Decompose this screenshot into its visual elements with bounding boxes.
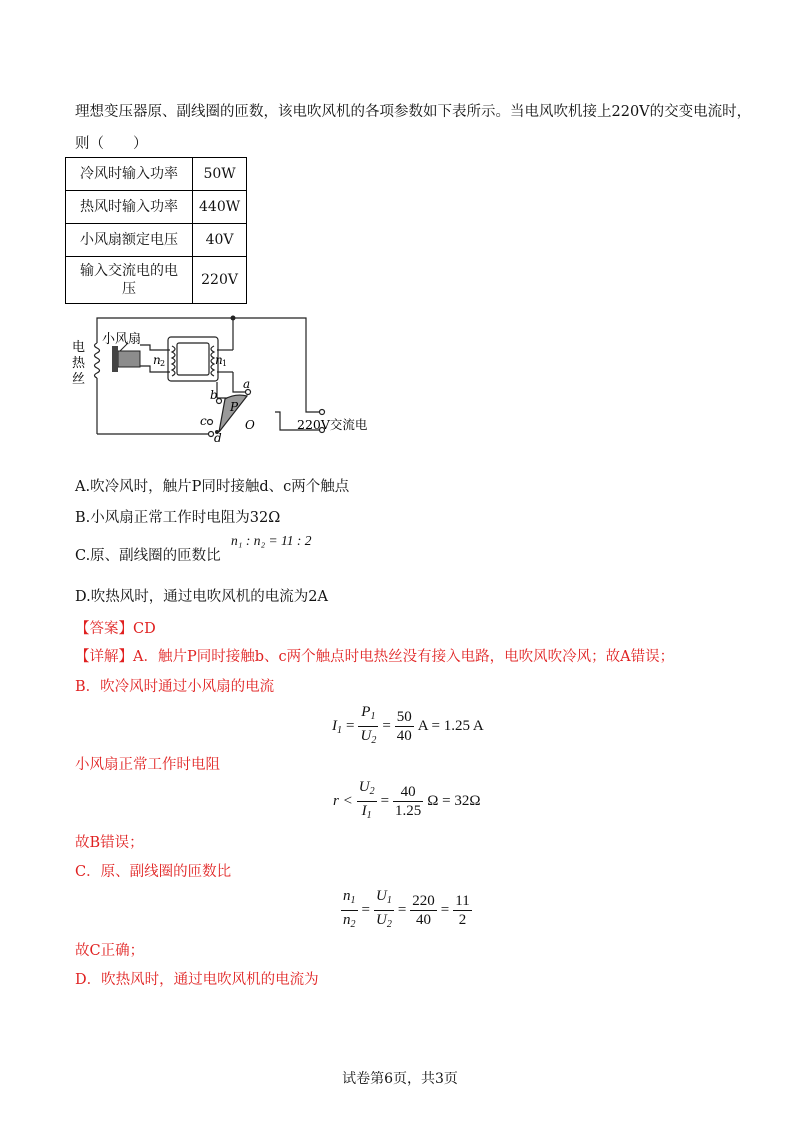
option-d: D.吹热风时，通过电吹风机的电流为2A	[75, 589, 328, 605]
eq-fraction: $\frac{220}{40}$	[412, 893, 435, 928]
eq-result: Ω = 32Ω	[427, 793, 481, 809]
explanation-b-title: B．吹冷风时通过小风扇的电流	[75, 679, 275, 695]
contact-c-label: c	[200, 414, 207, 428]
circuit-diagram	[0, 0, 800, 460]
explanation-b-conclusion: 故B错误；	[75, 835, 144, 851]
eq-sign: =	[382, 718, 391, 734]
table-cell: 50W	[193, 158, 247, 191]
eq-fraction: $\frac{U_1}{U_2}$	[375, 888, 392, 930]
slider-p-label: P	[230, 400, 239, 414]
page-footer: 试卷第6页，共3页	[342, 1071, 458, 1087]
table-cell: 440W	[193, 191, 247, 224]
option-c: C.原、副线圈的匝数比	[75, 548, 221, 564]
equation-resistance	[333, 778, 481, 825]
table-cell: 热风时输入功率	[66, 191, 193, 224]
n1-sub: 1	[222, 359, 228, 368]
equation-current	[332, 703, 484, 750]
eq-sign: =	[397, 902, 407, 918]
contact-d-label: d	[214, 431, 222, 445]
explanation-b-text2: 小风扇正常工作时电阻	[75, 757, 220, 773]
explanation-c-title: C．原、副线圈的匝数比	[75, 864, 232, 880]
contact-c	[208, 420, 213, 425]
eq-fraction: $\frac{50}{40}$	[396, 709, 412, 744]
eq-symbol: r <	[333, 793, 353, 809]
contact-d	[209, 432, 214, 437]
fan-blade	[112, 346, 118, 372]
option-b: B.小风扇正常工作时电阻为32Ω	[75, 510, 281, 526]
table-cell: 220V	[193, 257, 247, 304]
supply-terminal	[320, 410, 325, 415]
explanation-d-title: D．吹热风时，通过电吹风机的电流为	[75, 972, 319, 988]
option-a: A.吹冷风时，触片P同时接触d、c两个触点	[75, 479, 350, 495]
eq-fraction: $\frac{n_1}{n_2}$	[343, 888, 356, 930]
junction-dot	[231, 316, 236, 321]
eq-symbol: $I_1$	[332, 717, 342, 736]
eq-sign: =	[361, 902, 370, 918]
wire	[140, 345, 170, 350]
table-cell: 40V	[193, 224, 247, 257]
primary-coil	[211, 346, 214, 376]
eq-sign: =	[346, 718, 355, 734]
eq-fraction: $\frac{40}{1.25}$	[395, 784, 422, 819]
secondary-coil	[172, 346, 175, 376]
table-cell-line: 压	[122, 281, 136, 297]
heater-wire	[95, 343, 100, 378]
question-line-2: 则（ ）	[75, 136, 148, 152]
eq-fraction: $\frac{11}{2}$	[455, 893, 470, 928]
table-cell-line: 输入交流电的电	[80, 263, 178, 279]
supply-label: 220V交流电	[297, 417, 368, 432]
n2-sub: 2	[160, 359, 166, 368]
eq-sign: =	[440, 902, 450, 918]
eq-fraction: $\frac{U_2}{I_1}$	[358, 779, 375, 821]
contact-b-label: b	[210, 388, 218, 402]
transformer-core-inner	[177, 343, 209, 375]
eq-fraction: $\frac{P_1}{U_2}$	[360, 704, 377, 746]
eq-result: A = 1.25 A	[417, 718, 484, 734]
n1-label: n	[215, 353, 223, 367]
fan-label: 小风扇	[102, 332, 142, 347]
equation-turns-ratio	[341, 887, 472, 934]
heater-label-2: 热	[72, 356, 86, 371]
contact-a-label: a	[243, 377, 251, 391]
question-line-1: 理想变压器原、副线圈的匝数，该电吹风机的各项参数如下表所示。当电风吹机接上220V的交变电流时，	[75, 104, 752, 120]
option-c-ratio: n₁ : n₂ = 11 : 2	[231, 533, 312, 548]
explanation-c-conclusion: 故C正确；	[75, 943, 145, 959]
fan-motor	[118, 351, 140, 367]
table-cell: 小风扇额定电压	[66, 224, 193, 257]
answer-label: 【答案】CD	[75, 621, 156, 637]
heater-label-1: 电	[72, 340, 86, 355]
explanation-intro: 【详解】A．触片P同时接触b、c两个触点时电热丝没有接入电路，电吹风吹冷风；故A错误；	[75, 649, 675, 665]
table-cell: 冷风时输入功率	[66, 158, 193, 191]
eq-sign: =	[380, 793, 390, 809]
n2-label: n	[153, 353, 161, 367]
pivot-o-label: O	[245, 418, 255, 432]
heater-label-3: 丝	[72, 372, 86, 387]
